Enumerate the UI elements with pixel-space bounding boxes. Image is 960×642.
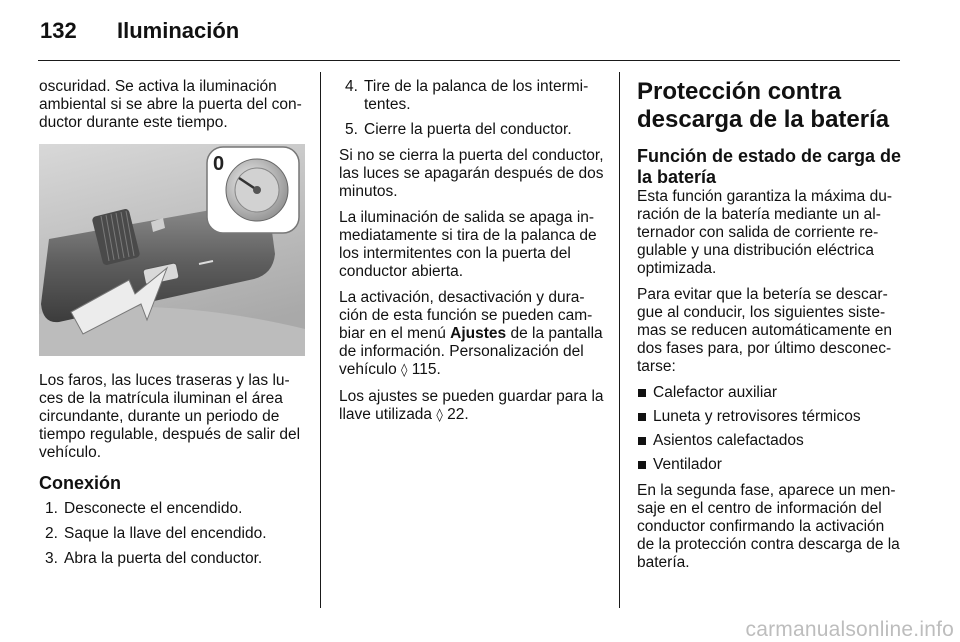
connection-heading: Conexión xyxy=(39,473,122,493)
switch-position-label: 0 xyxy=(213,153,225,175)
list-item: Luneta y retrovisores térmicos xyxy=(637,408,903,426)
list-item xyxy=(39,525,305,543)
bullet-icon xyxy=(638,461,646,469)
column-divider-2 xyxy=(619,72,620,608)
list-item xyxy=(39,500,305,518)
step-number: 3. xyxy=(45,550,58,567)
bullet-icon xyxy=(638,413,646,421)
switch-off-paragraph: La iluminación de salida se apaga inmediatamente si tira de la palanca de los intermitentes con la puerta del conductor abierta. xyxy=(339,209,597,280)
bullet-icon xyxy=(638,437,646,445)
header-rule xyxy=(38,60,900,61)
list-item xyxy=(39,550,305,568)
step-text: Saque la llave del encendido. xyxy=(64,525,267,542)
second-phase-paragraph: En la segunda fase, aparece un mensaje en el centro de información del conductor confirmando la activación de la protección contra descarga de la batería. xyxy=(637,482,900,571)
list-item xyxy=(339,121,604,139)
watermark: carmanualsonline.info xyxy=(745,618,954,641)
page-title: Iluminación xyxy=(117,18,240,43)
page-reference-link[interactable]: 115. xyxy=(411,361,441,378)
page-ref-icon: ◊ xyxy=(401,363,408,378)
step-number: 4. xyxy=(345,78,358,95)
list-item xyxy=(339,78,604,114)
connection-steps xyxy=(39,500,305,568)
step-number: 1. xyxy=(45,500,58,517)
page-number: 132 xyxy=(40,18,77,43)
column-3 xyxy=(637,78,903,580)
settings-paragraph: La activación, desactivación y duración de esta función se pueden cambiar en el menú Ajustes de la pantalla de información. Personalización del vehículo ◊ 115. xyxy=(339,289,603,378)
intro-paragraph: oscuridad. Se activa la iluminación ambiental si se abre la puerta del conductor durante este tiempo. xyxy=(39,78,302,131)
headlight-switch-illustration xyxy=(39,144,305,356)
reduced-systems-list xyxy=(637,384,903,474)
step-number: 2. xyxy=(45,525,58,542)
exit-lighting-paragraph: Los faros, las luces traseras y las luces de la matrícula iluminan el área circundante, durante un periodo de tiempo regulable, después de salir del vehículo. xyxy=(39,372,301,461)
step-text: Desconecte el encendido. xyxy=(64,500,243,517)
list-item: Asientos calefactados xyxy=(637,432,903,450)
step-text: Tire de la palanca de los intermitentes. xyxy=(364,78,589,113)
column-2 xyxy=(339,78,604,433)
column-1 xyxy=(39,78,305,576)
connection-steps-continued xyxy=(339,78,604,139)
load-reduction-paragraph: Para evitar que la betería se descargue al conducir, los siguientes sistemas se reducen automáticamente en dos fases para, por último desconectarse: xyxy=(637,286,893,375)
step-number: 5. xyxy=(345,121,358,138)
page-ref-icon: ◊ xyxy=(436,408,443,423)
section-title: Protección contra descarga de la batería xyxy=(637,78,890,133)
function-description: Esta función garantiza la máxima duración de la batería mediante un alternador con salida de corriente regulable y una distribución eléctrica optimizada. xyxy=(637,188,893,277)
bullet-icon xyxy=(638,389,646,397)
list-item: Calefactor auxiliar xyxy=(637,384,903,402)
list-item: Ventilador xyxy=(637,456,903,474)
page-reference-link[interactable]: 22. xyxy=(447,406,469,423)
function-title: Función de estado de carga de la batería xyxy=(637,146,902,187)
column-divider-1 xyxy=(320,72,321,608)
step-text: Cierre la puerta del conductor. xyxy=(364,121,572,138)
step-text: Abra la puerta del conductor. xyxy=(64,550,263,567)
key-settings-paragraph: Los ajustes se pueden guardar para la llave utilizada ◊ 22. xyxy=(339,388,604,423)
settings-menu-label: Ajustes xyxy=(450,325,507,342)
door-timeout-paragraph: Si no se cierra la puerta del conductor, las luces se apagarán después de dos minutos. xyxy=(339,147,604,200)
